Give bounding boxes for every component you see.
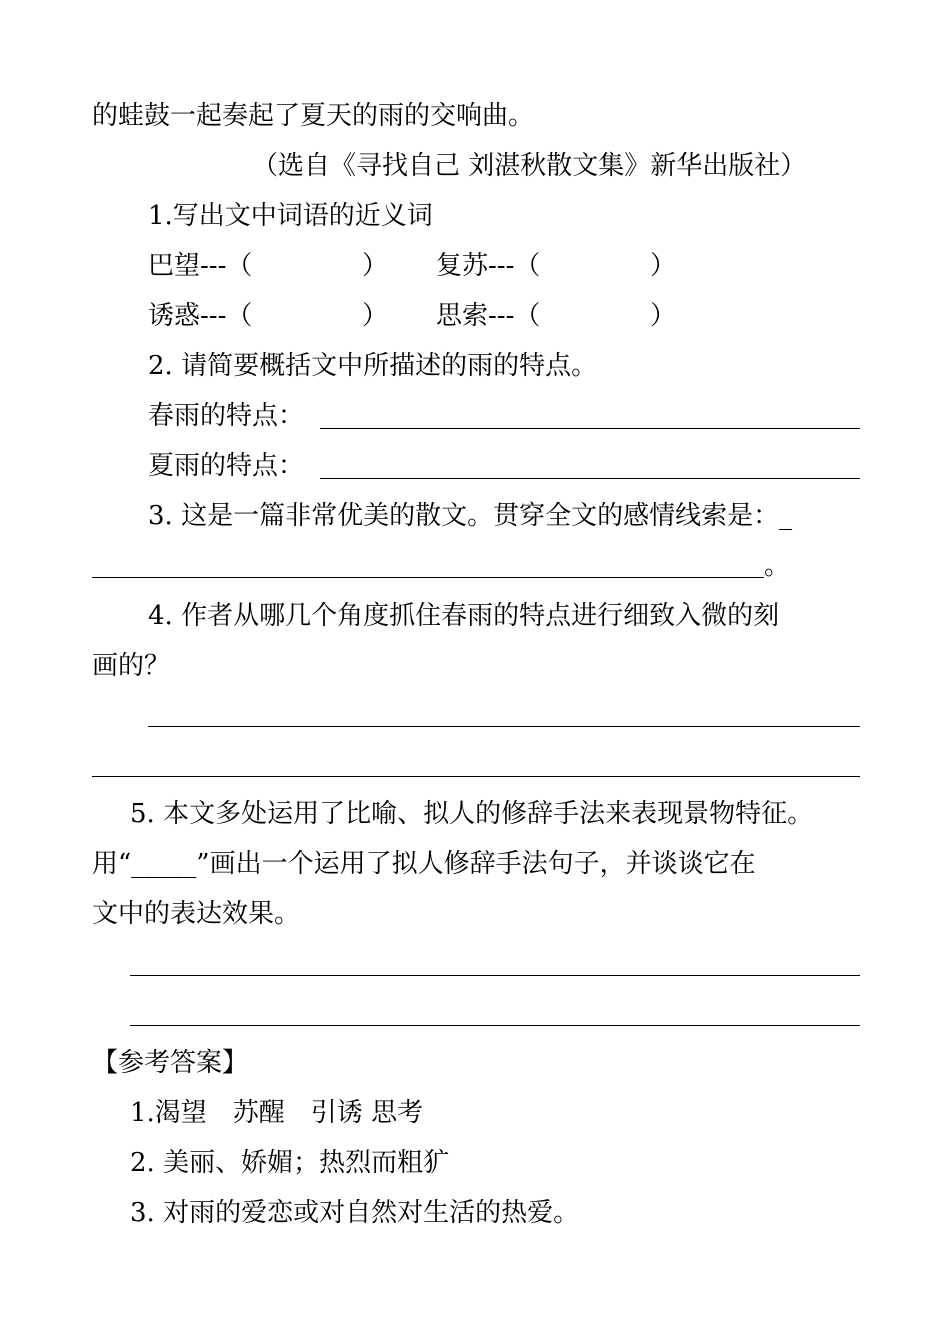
- spring-rain-answer-line[interactable]: [320, 428, 860, 429]
- answer-3: 3. 对雨的爱恋或对自然对生活的热爱。: [130, 1198, 580, 1228]
- q5-answer-line-2[interactable]: [130, 1025, 860, 1026]
- q1-word-2: 复苏---（: [436, 251, 541, 281]
- question-5-line-1: 5. 本文多处运用了比喻、拟人的修辞手法来表现景物特征。: [130, 799, 814, 829]
- q1-close-3: ）: [362, 301, 389, 331]
- q1-word-4: 思索---（: [436, 301, 541, 331]
- answer-key-heading: 【参考答案】: [92, 1048, 249, 1078]
- q4-answer-line-2[interactable]: [92, 776, 860, 777]
- question-5-line-2: 用“_____”画出一个运用了拟人修辞手法句子，并谈谈它在: [92, 849, 756, 879]
- question-4-line-1: 4. 作者从哪几个角度抓住春雨的特点进行细致入微的刻: [148, 601, 780, 631]
- q3-answer-line[interactable]: [92, 577, 764, 578]
- question-1-title: 1.写出文中词语的近义词: [148, 201, 433, 231]
- question-4-line-2: 画的？: [92, 651, 171, 681]
- summer-rain-answer-line[interactable]: [320, 478, 860, 479]
- q1-close-1: ）: [362, 251, 389, 281]
- question-5-line-3: 文中的表达效果。: [92, 899, 301, 929]
- question-3-text: 3. 这是一篇非常优美的散文。贯穿全文的感情线索是：_: [148, 501, 793, 531]
- summer-rain-label: 夏雨的特点：: [148, 451, 305, 481]
- answer-1: 1.渴望 苏醒 引诱 思考: [130, 1098, 424, 1128]
- q5-answer-line-1[interactable]: [130, 975, 860, 976]
- q1-word-3: 诱惑---（: [148, 301, 253, 331]
- q4-answer-line-1[interactable]: [148, 726, 860, 727]
- q1-close-2: ）: [650, 251, 677, 281]
- question-2-title: 2. 请简要概括文中所描述的雨的特点。: [148, 351, 598, 381]
- passage-end: 的蛙鼓一起奏起了夏天的雨的交响曲。: [92, 101, 535, 131]
- q1-word-1: 巴望---（: [148, 251, 253, 281]
- spring-rain-label: 春雨的特点：: [148, 401, 305, 431]
- q1-close-4: ）: [650, 301, 677, 331]
- source-citation: （选自《寻找自己 刘湛秋散文集》新华出版社）: [252, 151, 807, 181]
- q3-period: 。: [764, 551, 791, 581]
- answer-2: 2. 美丽、娇媚；热烈而粗犷: [130, 1148, 450, 1178]
